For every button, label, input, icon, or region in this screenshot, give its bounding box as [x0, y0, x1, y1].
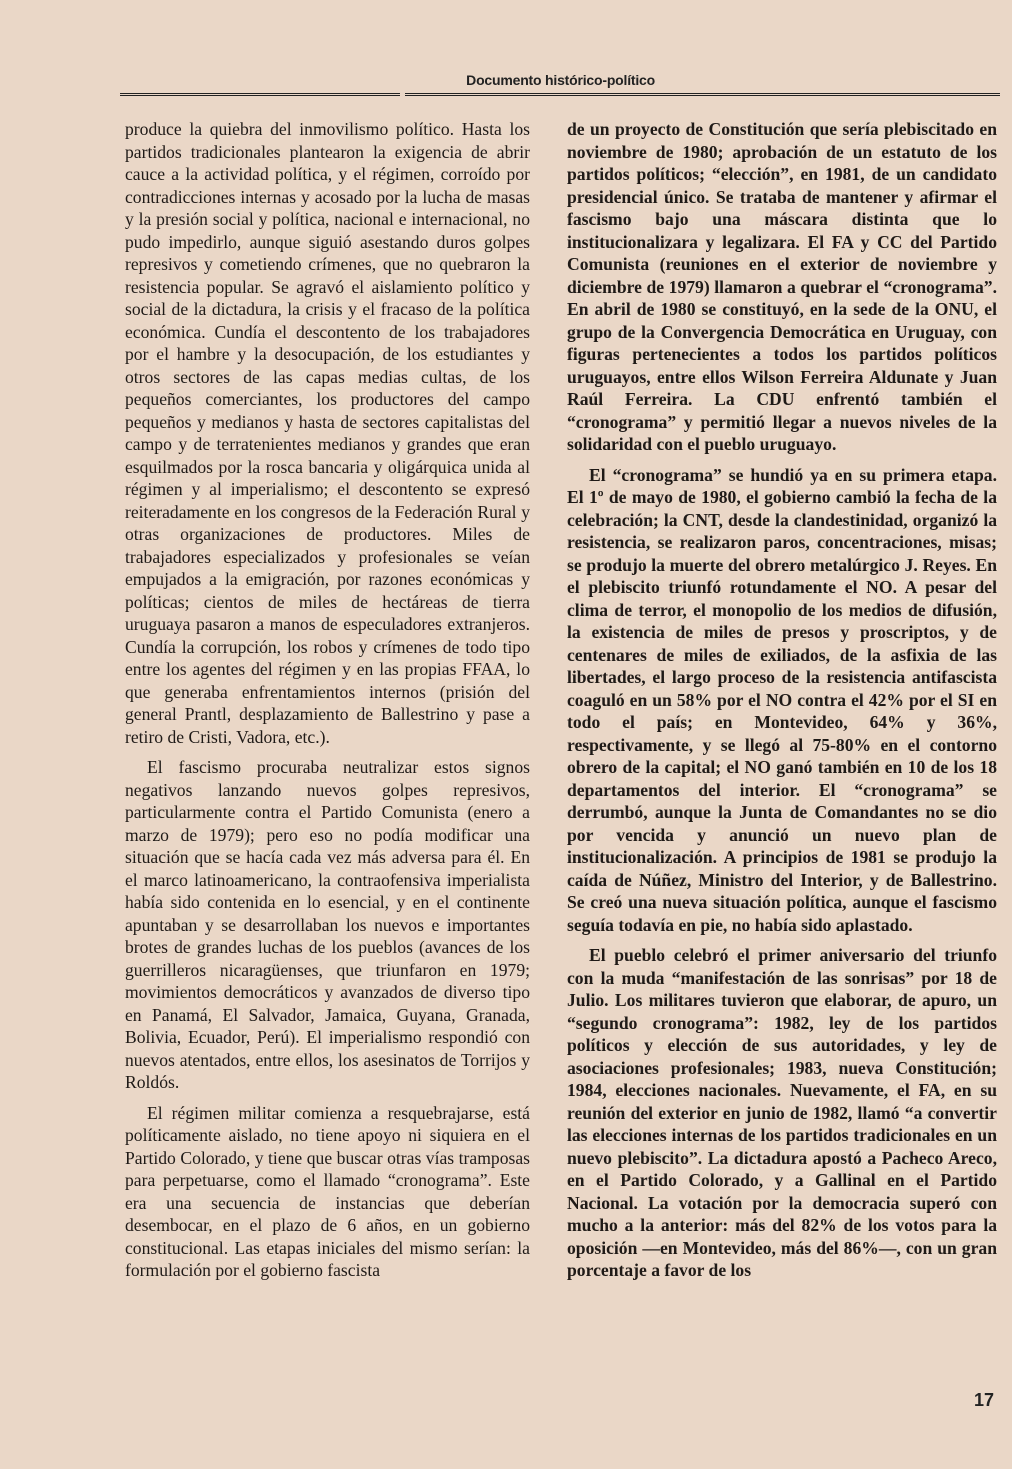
header-rule-right [405, 93, 1000, 96]
paragraph: El pueblo celebró el primer aniversario del triunfo con la muda “manifestación de las sonrisas” por 18 de Julio. Los militares tuvieron que elaborar, de apuro, un “segundo cronograma”: 1982, ley de los partidos políticos y elección de sus autoridades, y ley de asociaciones profesionales; 1983, nueva Constitución; 1984, elecciones nacionales. Nuevamente, el FA, en su reunión del exterior en junio de 1982, llamó “a convertir las elecciones internas de los partidos tradicionales en un nuevo plebiscito”. La dictadura apostó a Pacheco Areco, en el Partido Colorado, y a Gallinal en el Partido Nacional. La votación por la democracia superó con mucho a la anterior: más del 82% de los votos para la oposición —en Montevideo, más del 86%—, con un gran porcentaje a favor de los [567, 945, 997, 1280]
paragraph: El fascismo procuraba neutralizar estos signos negativos lanzando nuevos golpes represivos, particularmente contra el Partido Comunista (enero a marzo de 1979); pero eso no podía modificar una situación que se hacía cada vez más adversa para él. En el marco latinoamericano, la contraofensiva imperialista había sido contenida en lo esencial, y en el continente apuntaban y se desarrollaban los nuevos e importantes brotes de grandes luchas de los pueblos (avances de los guerrilleros nicaragüenses, que triunfaron en 1979; movimientos democráticos y avanzados de diverso tipo en Panamá, El Salvador, Jamaica, Guyana, Granada, Bolivia, Ecuador, Perú). El imperialismo respondió con nuevos atentados, entre ellos, los asesinatos de Torrijos y Roldós. [125, 757, 530, 1092]
page-number: 17 [973, 1390, 994, 1410]
text-column-left [125, 118, 530, 1290]
text-column-right [567, 118, 997, 1290]
paragraph: El “cronograma” se hundió ya en su primera etapa. El 1º de mayo de 1980, el gobierno cambió la fecha de la celebración; la CNT, desde la clandestinidad, organizó la resistencia, se realizaron paros, concentraciones, misas; se produjo la muerte del obrero metalúrgico J. Reyes. En el plebiscito triunfó rotundamente el NO. A pesar del clima de terror, el monopolio de los medios de difusión, la existencia de miles de presos y proscriptos, y de centenares de miles de exiliados, de la asfixia de las libertades, el largo proceso de la resistencia antifascista coaguló en un 58% por el NO contra el 42% por el SI en todo el país; en Montevideo, 64% y 36%, respectivamente, y se llegó al 75-80% en el contorno obrero de la capital; el NO ganó también en 10 de los 18 departamentos del interior. El “cronograma” se derrumbó, aunque la Junta de Comandantes no se dio por vencida y anunció un nuevo plan de institucionalización. A principios de 1981 se produjo la caída de Núñez, Ministro del Interior, y de Ballestrino. Se creó una nueva situación política, aunque el fascismo seguía todavía en pie, no había sido aplastado. [567, 464, 997, 935]
paragraph: de un proyecto de Constitución que sería plebiscitado en noviembre de 1980; aprobación de un estatuto de los partidos políticos; “elección”, en 1981, de un candidato presidencial único. Se trataba de mantener y afirmar el fascismo bajo una máscara distinta que lo institucionalizara y legalizara. El FA y CC del Partido Comunista (reuniones en el exterior de noviembre y diciembre de 1979) llamaron a quebrar el “cronograma”. En abril de 1980 se constituyó, en la sede de la ONU, el grupo de la Convergencia Democrática en Uruguay, con figuras pertenecientes a todos los partidos políticos uruguayos, entre ellos Wilson Ferreira Aldunate y Juan Raúl Ferreira. La CDU enfrentó también el “cronograma” y permitió llegar a nuevos niveles de la solidaridad con el pueblo uruguayo. [567, 119, 997, 454]
page-header [120, 66, 1000, 94]
header-rule-left [120, 93, 400, 96]
paragraph: produce la quiebra del inmovilismo político. Hasta los partidos tradicionales plantearon la exigencia de abrir cauce a la actividad política, y el régimen, corroído por contradicciones internas y acosado por la lucha de masas y la presión social y política, nacional e internacional, no pudo impedirlo, aunque siguió asestando duros golpes represivos y cometiendo crímenes, que no quebraron la resistencia popular. Se agravó el aislamiento político y social de la dictadura, la crisis y el fracaso de la política económica. Cundía el descontento de los trabajadores por el hambre y la desocupación, de los estudiantes y otros sectores de las capas medias cultas, de los pequeños comerciantes, los productores del campo pequeños y medianos y hasta de sectores capitalistas del campo y de terratenientes medianos y grandes que eran esquilmados por la rosca bancaria y oligárquica unida al régimen y al imperialismo; el descontento se expresó reiteradamente en los congresos de la Federación Rural y otras organizaciones de productores. Miles de trabajadores especializados y profesionales se veían empujados a la emigración, por razones económicas y políticas; cientos de miles de hectáreas de tierra uruguaya pasaron a manos de especuladores extranjeros. Cundía la corrupción, los robos y crímenes de todo tipo entre los agentes del régimen y en las propias FFAA, lo que generaba enfrentamientos internos (prisión del general Prantl, desplazamiento de Ballestrino y pase a retiro de Cristi, Vadora, etc.). [125, 119, 530, 747]
running-header-title: Documento histórico-político [466, 72, 655, 88]
paragraph: El régimen militar comienza a resquebrajarse, está políticamente aislado, no tiene apoyo ni siquiera en el Partido Colorado, y tiene que buscar otras vías tramposas para perpetuarse, como el llamado “cronograma”. Este era una secuencia de instancias que deberían desembocar, en el plazo de 6 años, en un gobierno constitucional. Las etapas iniciales del mismo serían: la formulación por el gobierno fascista [125, 1102, 530, 1280]
